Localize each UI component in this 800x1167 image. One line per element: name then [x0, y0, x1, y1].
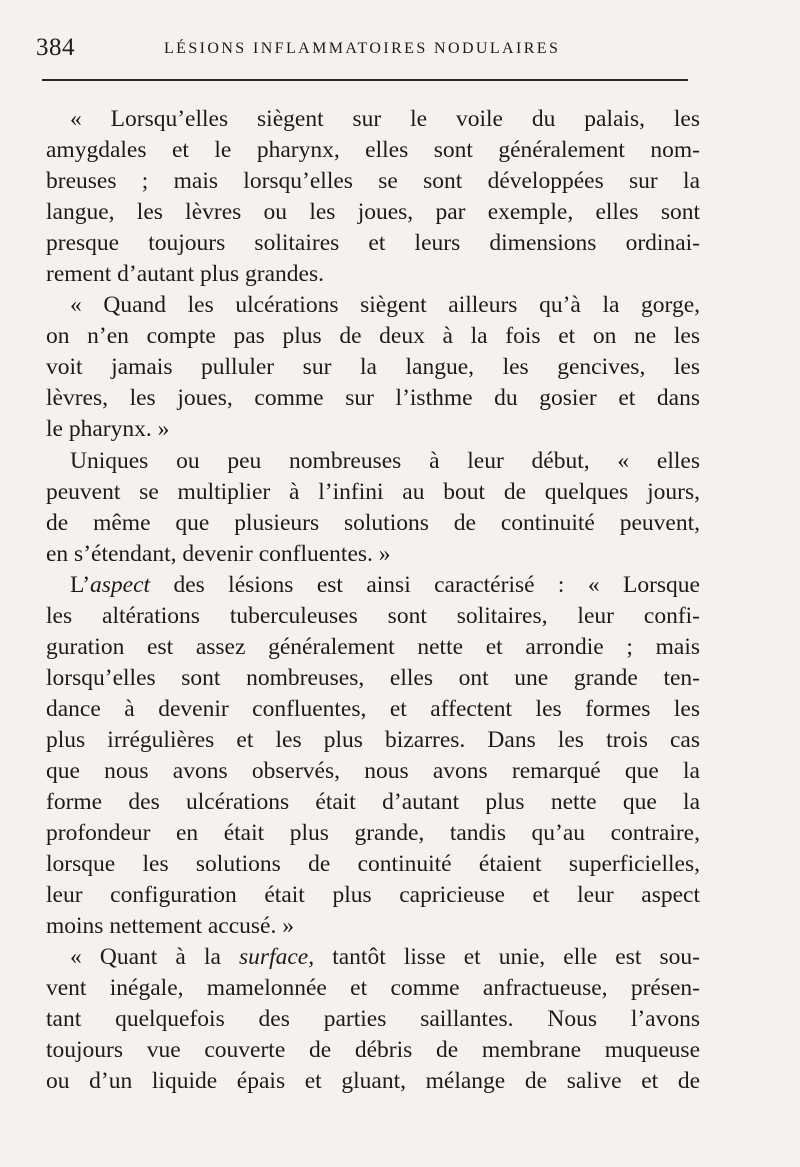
text-segment: « Quant à la: [70, 944, 240, 971]
text-line: [46, 880, 700, 911]
text-segment: toujours vue couverte de débris de membrane muqueuse: [46, 1037, 700, 1064]
text-line: [46, 570, 700, 601]
text-line: [46, 539, 700, 570]
text-segment: voit jamais pulluler sur la langue, les gencives, les: [46, 354, 700, 381]
text-line: [46, 694, 700, 725]
text-segment: tant quelquefois des parties saillantes. Nous l’avons: [46, 1006, 700, 1033]
header-rule: [42, 79, 688, 81]
text-line: [46, 414, 700, 445]
text-segment: moins nettement accusé. »: [46, 913, 294, 940]
text-segment: lorsque les solutions de continuité étaient superficielles,: [46, 851, 700, 878]
text-segment: lèvres, les joues, comme sur l’isthme du gosier et dans: [46, 385, 700, 412]
italic-term: surface: [239, 944, 309, 971]
running-head: [36, 34, 688, 62]
text-segment: amygdales et le pharynx, elles sont généralement nom-: [46, 137, 700, 164]
text-segment: , tantôt lisse et unie, elle est sou-: [308, 944, 700, 971]
running-title: LÉSIONS INFLAMMATOIRES NODULAIRES: [164, 40, 561, 57]
text-segment: le pharynx. »: [46, 416, 170, 443]
text-segment: vent inégale, mamelonnée et comme anfractueuse, présen-: [46, 975, 700, 1002]
italic-term: aspect: [90, 571, 151, 598]
text-segment: lorsqu’elles sont nombreuses, elles ont une grande ten-: [46, 664, 700, 691]
text-line: [46, 756, 700, 787]
text-segment: guration est assez généralement nette et arrondie ; mais: [46, 633, 700, 660]
text-line: [46, 477, 700, 508]
text-segment: peuvent se multiplier à l’infini au bout de quelques jours,: [46, 478, 700, 505]
text-segment: Uniques ou peu nombreuses à leur début, « elles: [70, 447, 700, 474]
text-line: [46, 1035, 700, 1066]
text-line: [46, 849, 700, 880]
text-segment: plus irrégulières et les plus bizarres. Dans les trois cas: [46, 726, 700, 753]
text-segment: « Lorsqu’elles siègent sur le voile du palais, les: [70, 106, 700, 132]
text-line: [46, 1066, 700, 1097]
text-line: [46, 197, 700, 228]
text-segment: ou d’un liquide épais et gluant, mélange de salive et de: [46, 1068, 700, 1095]
text-line: [46, 818, 700, 849]
text-segment: des lésions est ainsi caractérisé : « Lorsque: [150, 571, 700, 598]
text-line: [46, 663, 700, 694]
body-text: [46, 104, 700, 1098]
text-line: [46, 725, 700, 756]
text-segment: presque toujours solitaires et leurs dimensions ordinai-: [46, 230, 700, 257]
text-segment: L’: [70, 571, 91, 598]
text-line: [46, 508, 700, 539]
text-line: [46, 259, 700, 290]
text-line: [46, 1004, 700, 1035]
text-segment: on n’en compte pas plus de deux à la fois et on ne les: [46, 323, 700, 350]
text-line: [46, 787, 700, 818]
text-segment: que nous avons observés, nous avons remarqué que la: [46, 757, 700, 784]
text-segment: dance à devenir confluentes, et affectent les formes les: [46, 695, 700, 722]
text-line: [46, 973, 700, 1004]
text-line: [46, 383, 700, 414]
text-line: [46, 228, 700, 259]
text-segment: rement d’autant plus grandes.: [46, 261, 324, 288]
text-line: [46, 135, 700, 166]
text-line: [46, 104, 700, 135]
text-segment: en s’étendant, devenir confluentes. »: [46, 540, 391, 567]
text-segment: profondeur en était plus grande, tandis qu’au contraire,: [46, 820, 700, 847]
text-segment: leur configuration était plus capricieuse et leur aspect: [46, 882, 700, 909]
text-segment: les altérations tuberculeuses sont solitaires, leur confi-: [46, 602, 700, 629]
page-number: 384: [36, 34, 75, 61]
text-segment: forme des ulcérations était d’autant plus nette que la: [46, 789, 700, 816]
text-segment: breuses ; mais lorsqu’elles se sont développées sur la: [46, 168, 700, 195]
text-line: [46, 632, 700, 663]
text-line: [46, 911, 700, 942]
text-line: [46, 942, 700, 973]
text-line: [46, 290, 700, 321]
text-segment: langue, les lèvres ou les joues, par exemple, elles sont: [46, 199, 700, 226]
text-line: [46, 446, 700, 477]
text-line: [46, 352, 700, 383]
text-segment: de même que plusieurs solutions de continuité peuvent,: [46, 509, 700, 536]
text-segment: « Quand les ulcérations siègent ailleurs qu’à la gorge,: [70, 292, 700, 319]
text-line: [46, 166, 700, 197]
text-line: [46, 601, 700, 632]
text-line: [46, 321, 700, 352]
